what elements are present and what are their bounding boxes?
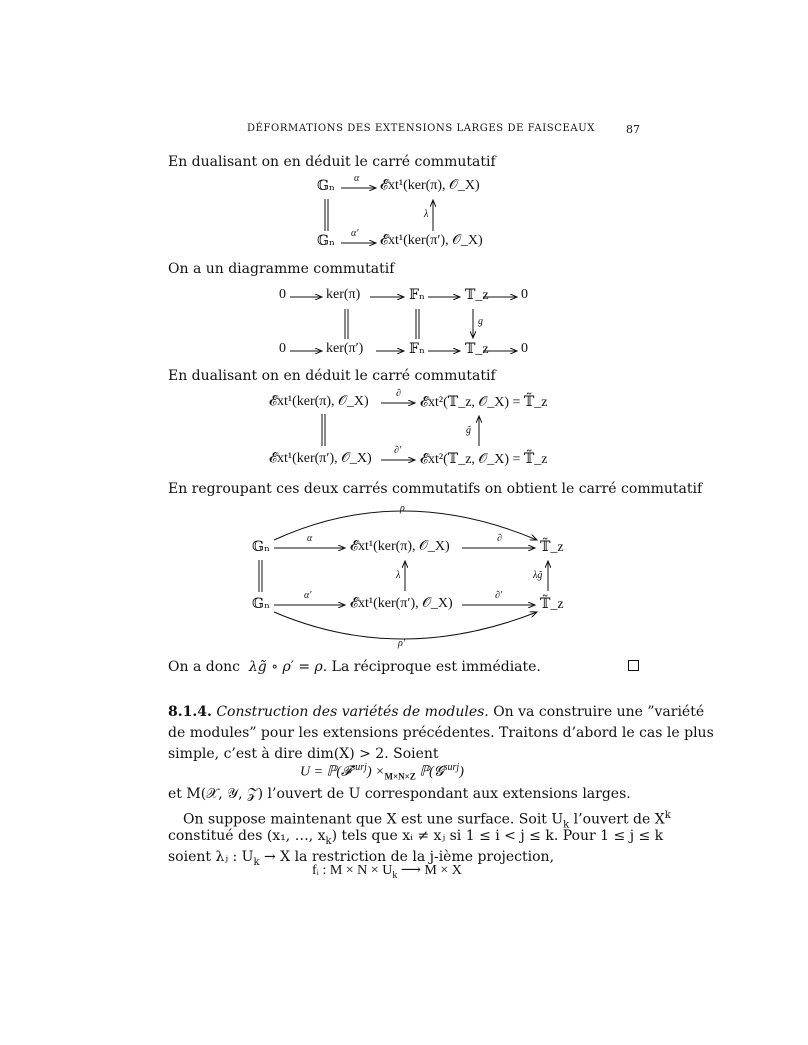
donc-suffix: . La réciproque est immédiate. — [322, 659, 541, 675]
section-line1-rest: On va construire une ”variété — [493, 704, 705, 720]
d3-ext1-bot: 𝓔xt¹(ker(π′), 𝒪_X) — [269, 451, 372, 466]
d4-partial: ∂ — [497, 533, 502, 544]
d1-alpha-prime: α′ — [351, 228, 359, 239]
d4-lambda-gtilde: λg̃ — [533, 570, 543, 581]
d2-T-top: 𝕋_z — [465, 288, 489, 303]
d4-rho: ρ — [400, 503, 405, 514]
d4-T-bot: 𝕋̃_z — [540, 597, 564, 612]
section-line3: simple, c’est à dire dim(X) > 2. Soient — [168, 746, 439, 762]
d1-ext-top: 𝓔xt¹(ker(π), 𝒪_X) — [380, 178, 480, 193]
equation-U: U = ℙ(𝓕$^{surj}$) $\times_{M\times N\times Z}$ ℙ(𝓖$^{surj}$) — [300, 762, 464, 782]
d3-partial: ∂ — [396, 388, 401, 399]
d4-ext-bot: 𝓔xt¹(ker(π′), 𝒪_X) — [350, 596, 453, 611]
d3-partial-prime: ∂′ — [394, 445, 402, 456]
d4-arc-rho — [274, 511, 537, 540]
qed-box — [628, 660, 639, 671]
d4-alpha-prime: α′ — [304, 590, 312, 601]
line-constitue: constitué des (x₁, …, $x_k$) tels que xᵢ ≠ xⱼ si 1 ≤ i < j ≤ k. Pour 1 ≤ j ≤ k — [168, 828, 664, 847]
d2-F-top: 𝔽ₙ — [409, 288, 425, 303]
d2-g: g — [478, 316, 483, 327]
d2-zero-tl: 0 — [279, 287, 286, 302]
paragraph-dualisant-2: En dualisant on en déduit le carré commutatif — [168, 368, 496, 384]
line-surface: On suppose maintenant que X est une surface. Soit $U_k$ l’ouvert de $X^k$ — [183, 810, 671, 831]
d2-zero-br: 0 — [521, 341, 528, 356]
running-title: DÉFORMATIONS DES EXTENSIONS LARGES DE FAISCEAUX — [247, 123, 595, 134]
d3-ext2-top: 𝓔xt²(𝕋_z, 𝒪_X) = 𝕋̃_z — [420, 395, 548, 410]
d4-rho-prime: ρ′ — [398, 638, 405, 649]
line-ouvert: et M(𝒳, 𝒴, 𝒵) l’ouvert de U correspondant aux extensions larges. — [168, 786, 631, 802]
paragraph-donc — [168, 657, 541, 678]
equation-f: fᵢ : $M \times N \times U_k$ ⟶ M × X — [312, 863, 462, 881]
d1-G-bot: 𝔾ₙ — [317, 234, 336, 249]
page-number: 87 — [626, 123, 640, 136]
section-title: Construction des variétés de modules. — [216, 704, 489, 720]
d2-zero-bl: 0 — [279, 341, 286, 356]
donc-prefix: On a donc — [168, 659, 240, 675]
d2-F-bot: 𝔽ₙ — [409, 342, 425, 357]
paragraph-regroupant: En regroupant ces deux carrés commutatifs on obtient le carré commutatif — [168, 481, 703, 497]
paragraph-dualisant-1: En dualisant on en déduit le carré commutatif — [168, 154, 496, 170]
section-8-1-4 — [168, 702, 714, 765]
d4-partial-prime: ∂′ — [495, 590, 503, 601]
paragraph-diagramme: On a un diagramme commutatif — [168, 261, 395, 277]
d4-arc-rho-prime — [274, 612, 537, 639]
d4-alpha: α — [307, 533, 313, 544]
d3-ext2-bot: 𝓔xt²(𝕋_z, 𝒪_X) = 𝕋̃_z — [420, 452, 548, 467]
d1-ext-bot: 𝓔xt¹(ker(π′), 𝒪_X) — [380, 233, 483, 248]
d1-lambda: λ — [424, 209, 429, 220]
d4-G-top: 𝔾ₙ — [252, 540, 271, 555]
d3-gtilde: g̃ — [466, 425, 471, 436]
section-line2: de modules” pour les extensions précédentes. Traitons d’abord le cas le plus — [168, 725, 714, 741]
line-soient: soient λⱼ : $U_k \to X$ la restriction de la j-ième projection, — [168, 849, 555, 868]
d2-ker-top: ker(π) — [326, 287, 361, 302]
d1-G-top: 𝔾ₙ — [317, 179, 336, 194]
d3-ext1-top: 𝓔xt¹(ker(π), 𝒪_X) — [269, 394, 369, 409]
d4-G-bot: 𝔾ₙ — [252, 597, 271, 612]
d4-ext-top: 𝓔xt¹(ker(π), 𝒪_X) — [350, 539, 450, 554]
d2-ker-bot: ker(π′) — [326, 341, 364, 356]
donc-formula: λg̃ ∘ ρ′ = ρ — [248, 659, 323, 675]
d4-T-top: 𝕋̃_z — [540, 540, 564, 555]
d4-lambda: λ — [396, 570, 401, 581]
section-number: 8.1.4. — [168, 704, 212, 720]
d2-T-bot: 𝕋_z — [465, 342, 489, 357]
d1-alpha: α — [354, 173, 360, 184]
d2-zero-tr: 0 — [521, 287, 528, 302]
